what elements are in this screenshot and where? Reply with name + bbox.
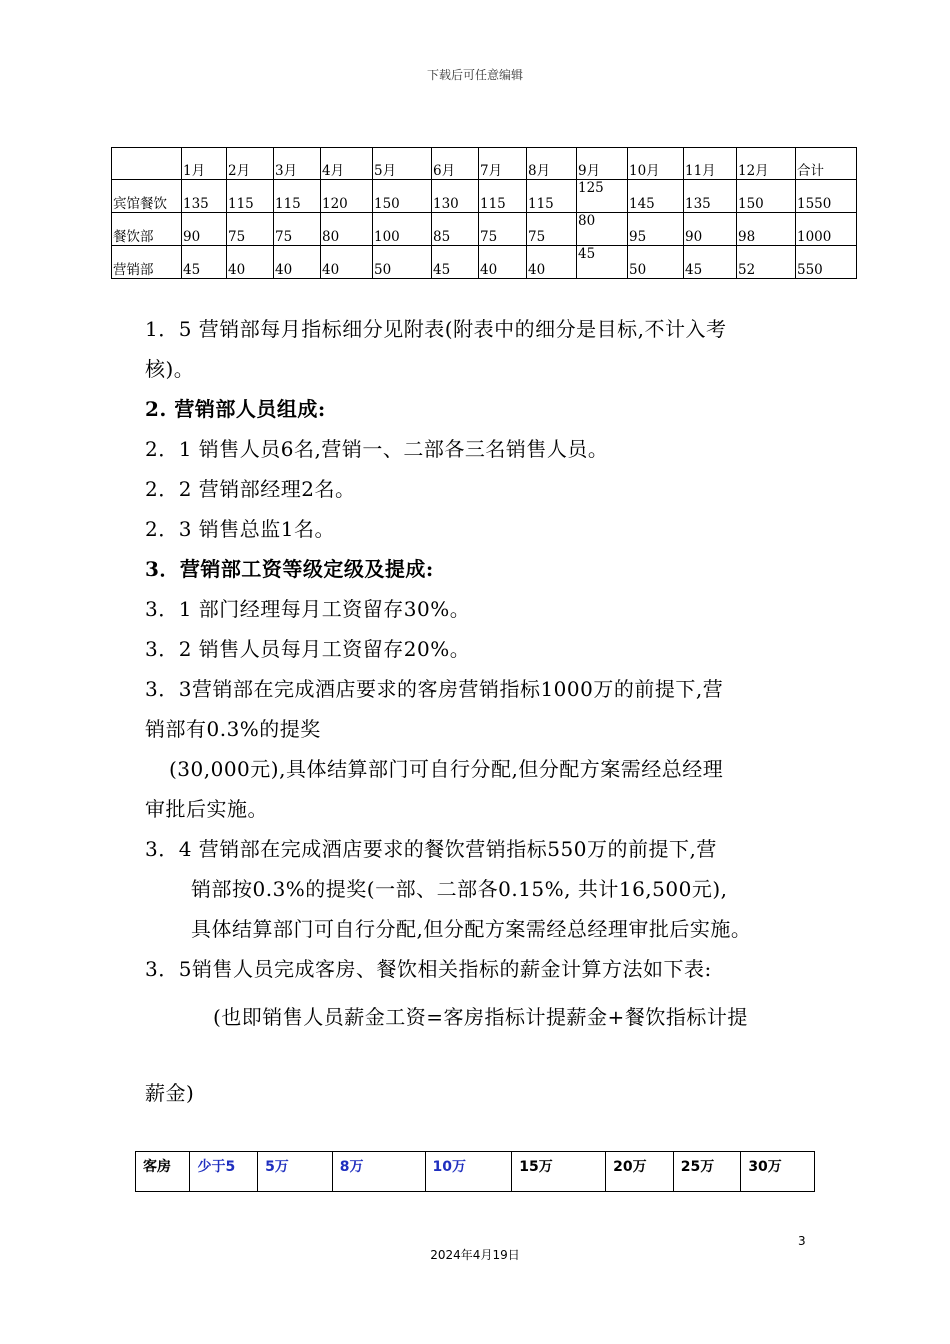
paragraph-3-3-cont: (30,000元),具体结算部门可自行分配,但分配方案需经总经理 [169, 757, 724, 781]
table-row [136, 1152, 815, 1192]
table-cell: 11月 [684, 148, 737, 180]
table-row [112, 180, 857, 213]
table-cell: 30万 [741, 1152, 815, 1192]
table-cell: 15万 [512, 1152, 606, 1192]
table-cell: 145 [628, 180, 684, 213]
table-cell: 8万 [332, 1152, 425, 1192]
paragraph-3-1: 3．1 部门经理每月工资留存30%。 [145, 597, 471, 621]
table-cell: 5万 [258, 1152, 333, 1192]
paragraph-2-2: 2．2 营销部经理2名。 [145, 477, 356, 501]
table-cell: 115 [479, 180, 527, 213]
table-cell: 客房 [136, 1152, 190, 1192]
table-cell: 115 [227, 180, 274, 213]
paragraph-3-4: 3．4 营销部在完成酒店要求的餐饮营销指标550万的前提下,营 [145, 837, 717, 861]
table-cell: 餐饮部 [112, 213, 182, 246]
table-cell: 75 [227, 213, 274, 246]
table-cell: 25万 [673, 1152, 741, 1192]
table-cell: 宾馆餐饮 [112, 180, 182, 213]
table-row [112, 246, 857, 279]
table-cell: 150 [737, 180, 796, 213]
table-cell: 1月 [182, 148, 227, 180]
paragraph-2-1: 2．1 销售人员6名,营销一、二部各三名销售人员。 [145, 437, 609, 461]
table-row [112, 213, 857, 246]
table-cell: 90 [684, 213, 737, 246]
table-cell: 75 [527, 213, 577, 246]
table-cell: 10月 [628, 148, 684, 180]
table-cell: 8月 [527, 148, 577, 180]
table-cell: 75 [274, 213, 321, 246]
table-cell: 10万 [425, 1152, 512, 1192]
paragraph-3-3-cont: 审批后实施。 [145, 797, 268, 821]
header-note: 下载后可任意编辑 [426, 68, 523, 82]
footer-date: 2024年4月19日 [430, 1248, 520, 1262]
page-number: 3 [798, 1234, 806, 1248]
table-cell: 20万 [606, 1152, 674, 1192]
salary-table [135, 1151, 815, 1192]
paragraph-3-3: 3．3营销部在完成酒店要求的客房营销指标1000万的前提下,营 [145, 677, 724, 701]
monthly-target-table [111, 147, 857, 279]
table-cell: 52 [737, 246, 796, 279]
table-cell: 75 [479, 213, 527, 246]
table-cell: 1550 [796, 180, 857, 213]
paragraph-3-4-cont: 销部按0.3%的提奖(一部、二部各0.15%, 共计16,500元), [191, 877, 728, 901]
table-cell: 135 [182, 180, 227, 213]
paragraph-3-5-note-cont: 薪金) [145, 1081, 195, 1105]
table-cell: 12月 [737, 148, 796, 180]
table-cell: 115 [274, 180, 321, 213]
table-cell: 45 [577, 246, 628, 279]
table-cell: 40 [479, 246, 527, 279]
table-cell: 85 [432, 213, 479, 246]
table-cell: 9月 [577, 148, 628, 180]
table-cell: 45 [432, 246, 479, 279]
table-cell: 7月 [479, 148, 527, 180]
table-cell: 1000 [796, 213, 857, 246]
table-cell: 125 [577, 180, 628, 213]
paragraph-3-5: 3．5销售人员完成客房、餐饮相关指标的薪金计算方法如下表: [145, 957, 712, 981]
table-cell: 80 [577, 213, 628, 246]
document-body [145, 309, 825, 1113]
table-cell: 少于5 [190, 1152, 258, 1192]
section-heading-3: 3．营销部工资等级定级及提成: [145, 557, 434, 581]
table-cell: 115 [527, 180, 577, 213]
paragraph-1-5: 1．5 营销部每月指标细分见附表(附表中的细分是目标,不计入考 [145, 317, 727, 341]
table-cell: 150 [373, 180, 432, 213]
table-cell: 45 [182, 246, 227, 279]
table-cell: 45 [684, 246, 737, 279]
table-cell: 120 [321, 180, 373, 213]
table-header-row [112, 148, 857, 180]
table-cell: 50 [373, 246, 432, 279]
paragraph-3-5-note: (也即销售人员薪金工资=客房指标计提薪金+餐饮指标计提 [213, 1005, 748, 1029]
paragraph-3-4-cont: 具体结算部门可自行分配,但分配方案需经总经理审批后实施。 [191, 917, 752, 941]
table-cell: 100 [373, 213, 432, 246]
table-cell: 4月 [321, 148, 373, 180]
table-cell: 95 [628, 213, 684, 246]
table-cell: 50 [628, 246, 684, 279]
table-cell: 98 [737, 213, 796, 246]
table-cell: 130 [432, 180, 479, 213]
table-cell [112, 148, 182, 180]
table-cell: 合计 [796, 148, 857, 180]
paragraph-3-2: 3．2 销售人员每月工资留存20%。 [145, 637, 471, 661]
table-cell: 3月 [274, 148, 321, 180]
paragraph-1-5-cont: 核)。 [145, 357, 195, 381]
table-cell: 40 [274, 246, 321, 279]
table-cell: 6月 [432, 148, 479, 180]
table-cell: 40 [527, 246, 577, 279]
table-cell: 90 [182, 213, 227, 246]
table-cell: 5月 [373, 148, 432, 180]
table-cell: 40 [321, 246, 373, 279]
table-cell: 40 [227, 246, 274, 279]
table-cell: 135 [684, 180, 737, 213]
paragraph-3-3-cont: 销部有0.3%的提奖 [145, 717, 321, 741]
table-cell: 营销部 [112, 246, 182, 279]
paragraph-2-3: 2．3 销售总监1名。 [145, 517, 336, 541]
section-heading-2: 2. 营销部人员组成: [145, 397, 326, 421]
table-cell: 2月 [227, 148, 274, 180]
table-cell: 80 [321, 213, 373, 246]
table-cell: 550 [796, 246, 857, 279]
